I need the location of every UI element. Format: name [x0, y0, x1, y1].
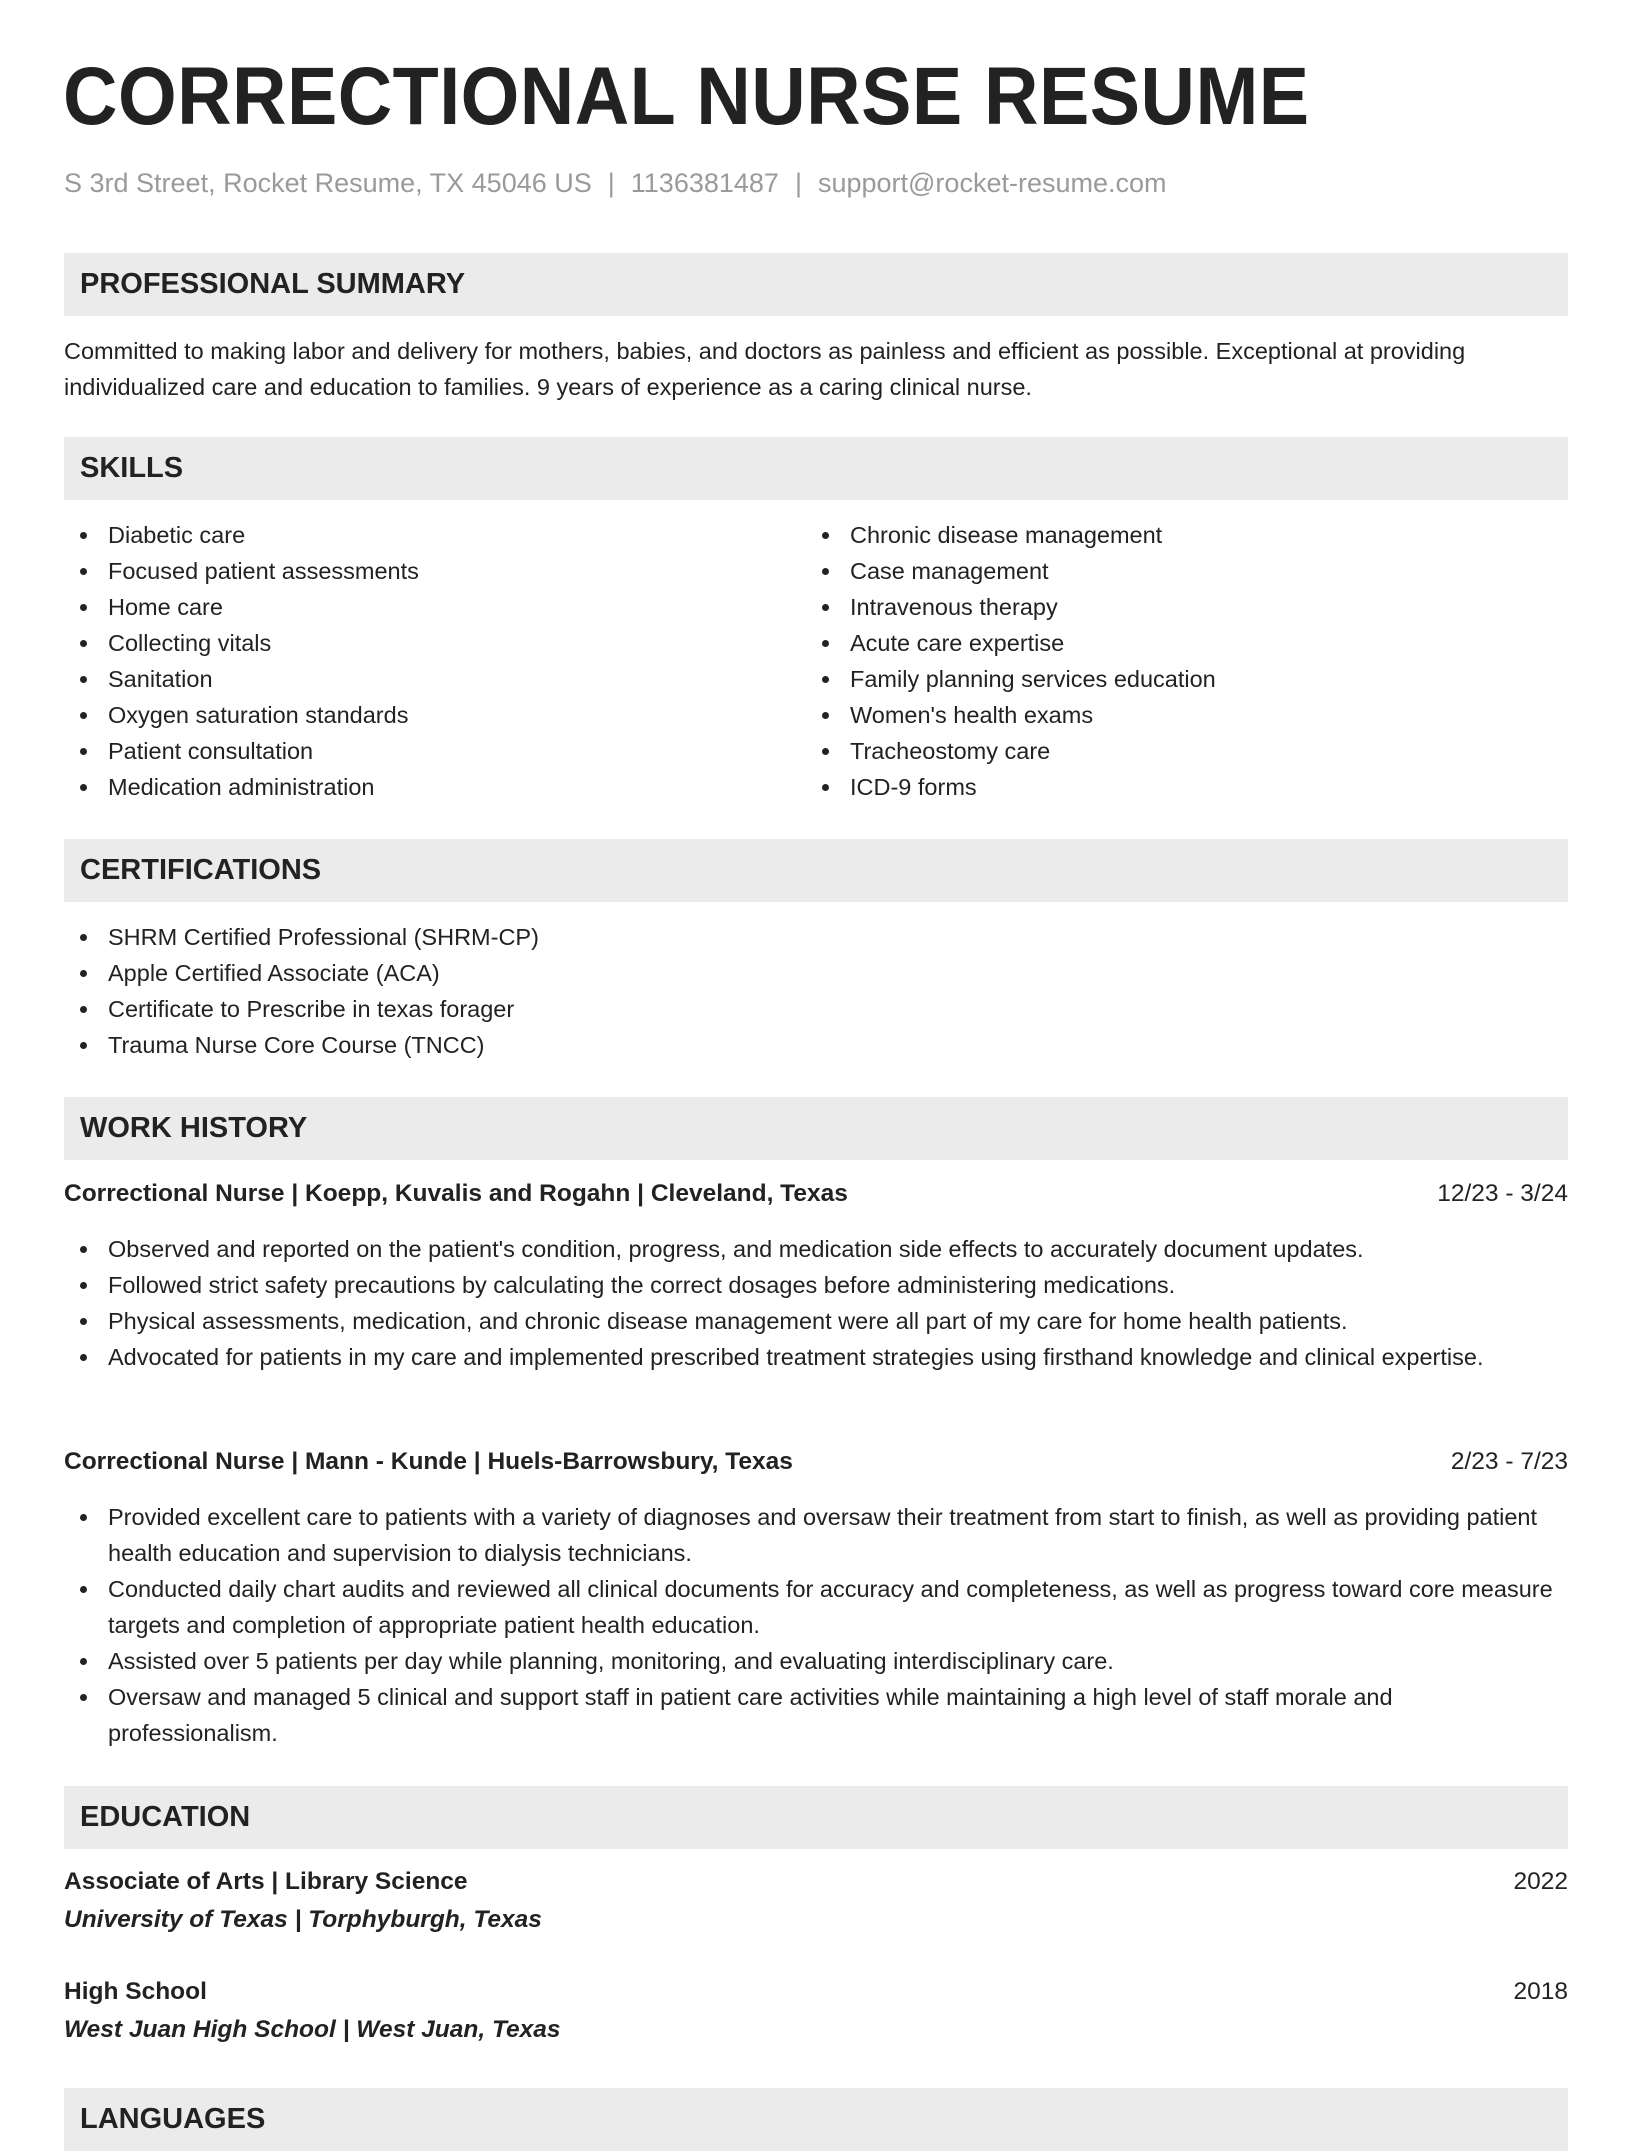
section-languages-heading: LANGUAGES — [80, 2103, 266, 2135]
education-header — [64, 1868, 1568, 1904]
skills-list-left — [64, 517, 764, 805]
job-bullets — [64, 1231, 1504, 1375]
job-bullet: Conducted daily chart audits and reviewed all clinical documents for accuracy and completeness, as well as progress toward core measure targets and completion of appropriate patient health education. — [64, 1571, 1568, 1643]
contact-address: S 3rd Street, Rocket Resume, TX 45046 US — [64, 168, 592, 198]
section-skills-header — [64, 437, 1568, 500]
job-dates: 12/23 - 3/24 — [1437, 1180, 1568, 1207]
resume-title: CORRECTIONAL NURSE RESUME — [63, 51, 1310, 142]
skill-item: Intravenous therapy — [806, 589, 1566, 625]
section-certifications-header — [64, 839, 1568, 902]
skill-item: Women's health exams — [806, 697, 1566, 733]
education-year: 2018 — [1513, 1978, 1568, 2005]
job-bullet: Assisted over 5 patients per day while planning, monitoring, and evaluating interdisciplinary care. — [64, 1643, 1568, 1679]
job-dates: 2/23 - 7/23 — [1450, 1448, 1568, 1475]
skill-item: Acute care expertise — [806, 625, 1566, 661]
skills-list-right — [806, 517, 1566, 805]
job-bullet: Oversaw and managed 5 clinical and support staff in patient care activities while maintaining a high level of staff morale and professionalism. — [64, 1679, 1568, 1751]
skill-item: Chronic disease management — [806, 517, 1566, 553]
skill-item: Sanitation — [64, 661, 764, 697]
job-header — [64, 1180, 1568, 1216]
education-school: University of Texas | Torphyburgh, Texas — [64, 1906, 542, 1933]
section-education-header — [64, 1786, 1568, 1849]
certification-item: SHRM Certified Professional (SHRM-CP) — [64, 919, 1568, 955]
skill-item: Diabetic care — [64, 517, 764, 553]
contact-line — [64, 168, 1167, 199]
skill-item: Focused patient assessments — [64, 553, 764, 589]
section-languages-header — [64, 2088, 1568, 2151]
section-work-history-header — [64, 1097, 1568, 1160]
contact-email[interactable]: support@rocket-resume.com — [817, 168, 1167, 198]
job-title: Correctional Nurse | Koepp, Kuvalis and Rogahn | Cleveland, Texas — [64, 1180, 848, 1207]
summary-text: Committed to making labor and delivery for mothers, babies, and doctors as painless and efficient as possible. Exceptional at providing individualized care and education to families. 9 years of experience as a caring clinical nurse. — [64, 338, 1466, 400]
education-degree: High School — [64, 1978, 207, 2005]
skill-item: Family planning services education — [806, 661, 1566, 697]
skill-item: Home care — [64, 589, 764, 625]
skill-item: Patient consultation — [64, 733, 764, 769]
certifications-list — [64, 919, 1568, 1063]
education-header — [64, 1978, 1568, 2014]
job-bullet: Physical assessments, medication, and chronic disease management were all part of my care for home health patients. — [64, 1303, 1504, 1339]
job-bullet: Provided excellent care to patients with a variety of diagnoses and oversaw their treatment from start to finish, as well as providing patient health education and supervision to dialysis technicians. — [64, 1499, 1568, 1571]
contact-separator: | — [607, 168, 615, 198]
certification-item: Apple Certified Associate (ACA) — [64, 955, 1568, 991]
skill-item: Case management — [806, 553, 1566, 589]
job-bullets — [64, 1499, 1568, 1751]
job-title: Correctional Nurse | Mann - Kunde | Huels-Barrowsbury, Texas — [64, 1448, 793, 1475]
section-skills-heading: SKILLS — [80, 452, 184, 484]
skill-item: ICD-9 forms — [806, 769, 1566, 805]
section-education-heading: EDUCATION — [80, 1801, 251, 1833]
section-summary-header — [64, 253, 1568, 316]
skill-item: Collecting vitals — [64, 625, 764, 661]
job-bullet: Observed and reported on the patient's condition, progress, and medication side effects to accurately document updates. — [64, 1231, 1504, 1267]
job-header — [64, 1448, 1568, 1484]
job-bullet: Advocated for patients in my care and implemented prescribed treatment strategies using firsthand knowledge and clinical expertise. — [64, 1339, 1504, 1375]
education-year: 2022 — [1513, 1868, 1568, 1895]
section-summary-heading: PROFESSIONAL SUMMARY — [80, 268, 466, 300]
skill-item: Oxygen saturation standards — [64, 697, 764, 733]
skill-item: Medication administration — [64, 769, 764, 805]
job-bullet: Followed strict safety precautions by calculating the correct dosages before administering medications. — [64, 1267, 1504, 1303]
education-school: West Juan High School | West Juan, Texas — [64, 2016, 561, 2043]
section-certifications-heading: CERTIFICATIONS — [80, 854, 322, 886]
skill-item: Tracheostomy care — [806, 733, 1566, 769]
certification-item: Certificate to Prescribe in texas forager — [64, 991, 1568, 1027]
education-degree: Associate of Arts | Library Science — [64, 1868, 468, 1895]
certification-item: Trauma Nurse Core Course (TNCC) — [64, 1027, 1568, 1063]
section-work-history-heading: WORK HISTORY — [80, 1112, 308, 1144]
contact-separator: | — [794, 168, 802, 198]
contact-phone: 1136381487 — [630, 168, 779, 198]
